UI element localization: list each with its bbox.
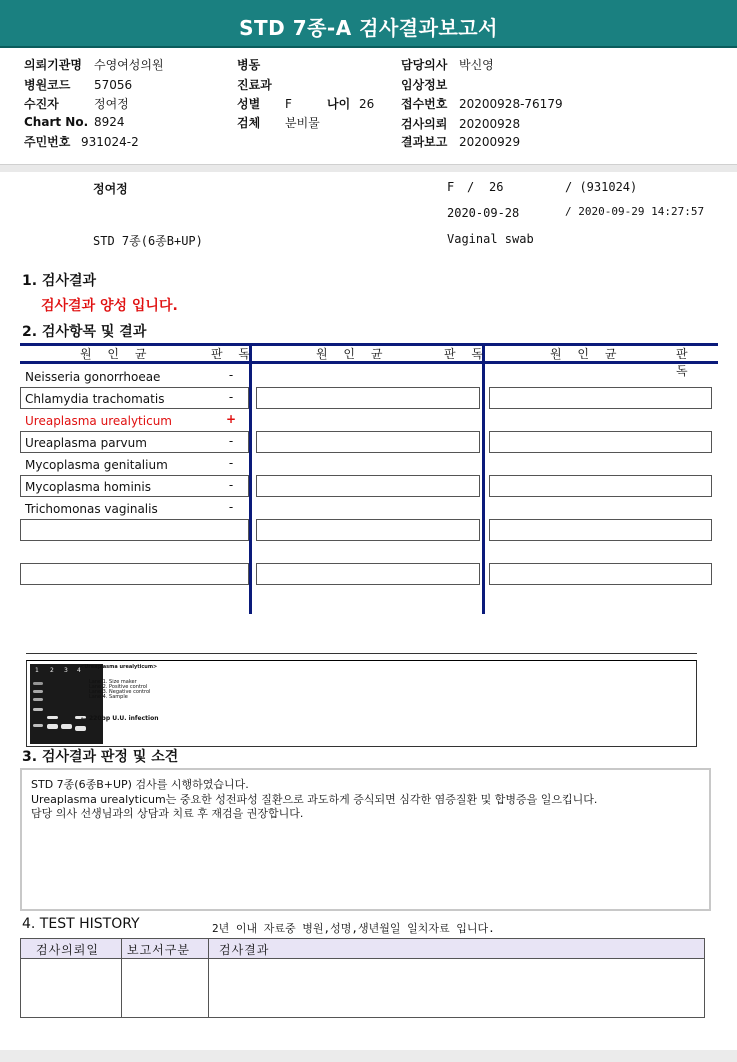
gel-lane-number: 2 <box>50 667 54 674</box>
header-hospital-code <box>24 76 132 93</box>
gel-band <box>33 724 43 727</box>
th-judge-3: 판 독 <box>676 347 694 378</box>
section1-heading: 1. 검사결과 <box>22 273 97 289</box>
gel-lane-number: 1 <box>35 667 39 674</box>
gel-lane-number: 4 <box>77 667 81 674</box>
gel-band-label: 220bp U.U. infection <box>89 715 159 722</box>
gel-top-rule <box>26 653 697 654</box>
gel-arrow-icon: ← <box>81 715 87 722</box>
pathogen-name: Chlamydia trachomatis <box>25 392 165 406</box>
header-client <box>24 56 164 73</box>
gel-band <box>75 726 86 731</box>
header-label: 검체 <box>237 116 261 130</box>
pathogen-judge: - <box>228 368 234 382</box>
header-value: 8924 <box>94 115 125 129</box>
history-th-result: 검사결과 <box>219 943 270 957</box>
th-pathogen-1: 원 인 균 <box>80 347 153 361</box>
header-label: 병동 <box>237 58 261 72</box>
th-pathogen-3: 원 인 균 <box>550 347 623 361</box>
patient-birth: / (931024) <box>565 180 638 194</box>
header-label: 주민번호 <box>24 135 71 149</box>
th-judge-2: 판 독 <box>444 347 489 361</box>
result-row-box <box>256 563 480 585</box>
result-positive-message: 검사결과 양성 입니다. <box>41 298 178 314</box>
pathogen-judge: - <box>228 500 234 514</box>
gel-legend-line: Lane 4. Sample <box>89 694 128 700</box>
gel-legend-line: Lane 2. Positive control <box>89 684 148 690</box>
patient-age: 26 <box>489 180 504 194</box>
th-judge-1: 판 독 <box>211 347 256 361</box>
gel-band <box>33 690 43 693</box>
history-table <box>20 938 705 1018</box>
result-row-box <box>489 431 712 453</box>
header-label: 임상정보 <box>401 78 448 92</box>
section2-heading: 2. 검사항목 및 결과 <box>22 324 147 340</box>
pathogen-name: Trichomonas vaginalis <box>25 502 158 516</box>
gel-band <box>33 698 43 701</box>
patient-slash: / <box>467 180 475 194</box>
pathogen-name-positive: Ureaplasma urealyticum <box>25 414 172 428</box>
header-label: 수진자 <box>24 97 59 111</box>
pathogen-name: Ureaplasma parvum <box>25 436 147 450</box>
header-label: 의뢰기관명 <box>24 58 82 72</box>
pathogen-judge: - <box>228 456 234 470</box>
results-table <box>20 343 718 614</box>
gel-band <box>33 708 43 711</box>
header-label: 담당의사 <box>401 58 448 72</box>
patient-name: 정여정 <box>93 182 128 196</box>
patient-request-date: 2020-09-28 <box>447 206 520 220</box>
pathogen-judge-positive: + <box>225 412 237 426</box>
page-bottom-bar <box>0 1050 737 1062</box>
history-table-header <box>21 939 704 959</box>
gel-band <box>47 716 58 719</box>
patient-sample: Vaginal swab <box>447 232 534 246</box>
history-th-report-type: 보고서구분 <box>127 943 190 957</box>
gel-title: <Ureaplasma urealyticum> <box>80 664 158 670</box>
header-value: 20200928 <box>459 117 521 131</box>
history-note: 2년 이내 자료중 병원,성명,생년월일 일치자료 입니다. <box>212 922 495 935</box>
header-value: 분비물 <box>285 116 320 130</box>
result-row-box <box>20 519 249 541</box>
pathogen-judge: - <box>228 478 234 492</box>
header-label: 진료과 <box>237 78 272 92</box>
header-value: 57056 <box>94 78 133 92</box>
pathogen-judge: - <box>228 390 234 404</box>
history-col-divider <box>121 939 122 1017</box>
section4-heading: 4. TEST HISTORY <box>22 916 140 932</box>
pathogen-judge: - <box>228 434 234 448</box>
header-label: 검사의뢰 <box>401 117 448 131</box>
pathogen-name: Mycoplasma hominis <box>25 480 151 494</box>
result-row-box <box>256 431 480 453</box>
header-value: 정여정 <box>94 97 129 111</box>
header-ward <box>237 56 260 73</box>
gel-band <box>61 724 72 729</box>
header-separator <box>0 164 737 172</box>
gel-photo <box>30 664 103 744</box>
opinion-line: 담당 의사 선생님과의 상담과 치료 후 재검을 권장합니다. <box>31 807 304 820</box>
result-row-box <box>489 519 712 541</box>
result-row-box <box>256 387 480 409</box>
header-label: Chart No. <box>24 115 89 129</box>
header-chart-no <box>24 115 125 129</box>
header-clinical-info <box>401 76 459 93</box>
header-value: F <box>285 97 292 111</box>
header-label: 성별 <box>237 97 261 111</box>
patient-sex: F <box>447 180 455 194</box>
gel-legend-line: Lane 1. Size maker <box>89 679 137 685</box>
header-department <box>237 76 272 93</box>
table-divider-2 <box>482 343 485 614</box>
header-doctor <box>401 56 494 73</box>
gel-legend-line: Lane 3. Negative control <box>89 689 151 695</box>
header-resident-no <box>24 133 139 150</box>
header-report-date <box>401 133 520 150</box>
report-title-bar <box>0 0 737 48</box>
history-col-divider <box>208 939 209 1017</box>
header-label: 접수번호 <box>401 97 448 111</box>
header-label: 나이 <box>327 97 351 111</box>
opinion-line: STD 7종(6종B+UP) 검사를 시행하였습니다. <box>31 778 249 791</box>
pathogen-name: Mycoplasma genitalium <box>25 458 168 472</box>
header-value: 수영여성의원 <box>94 58 164 72</box>
result-row-box <box>489 475 712 497</box>
header-sex-age <box>237 95 374 112</box>
gel-image-panel <box>26 660 697 747</box>
opinion-line: Ureaplasma urealyticum는 중요한 성전파성 질환으로 과도하게 증식되면 심각한 염증질환 및 합병증을 일으킵니다. <box>31 793 598 806</box>
patient-test-name: STD 7종(6종B+UP) <box>93 234 203 248</box>
section3-heading: 3. 검사결과 판정 및 소견 <box>22 749 179 765</box>
gel-lane-number: 3 <box>64 667 68 674</box>
history-th-request-date: 검사의뢰일 <box>36 943 99 957</box>
gel-band <box>47 724 58 729</box>
header-value: 박신영 <box>459 58 494 72</box>
gel-band <box>33 682 43 685</box>
result-row-box <box>489 563 712 585</box>
pathogen-name: Neisseria gonorrhoeae <box>25 370 161 384</box>
header-value: 20200929 <box>459 135 521 149</box>
result-row-box <box>256 519 480 541</box>
header-patient <box>24 95 129 112</box>
opinion-box <box>20 768 711 911</box>
header-specimen <box>237 114 320 131</box>
th-pathogen-2: 원 인 균 <box>316 347 389 361</box>
patient-report-datetime: / 2020-09-29 14:27:57 <box>565 205 705 218</box>
header-value: 20200928-76179 <box>459 97 563 111</box>
header-label: 결과보고 <box>401 135 448 149</box>
report-title: STD 7종-A 검사결과보고서 <box>239 16 498 40</box>
result-row-box <box>489 387 712 409</box>
header-receipt-no <box>401 95 563 112</box>
header-value: 931024-2 <box>81 135 139 149</box>
header-value: 26 <box>359 97 375 111</box>
header-label: 병원코드 <box>24 78 71 92</box>
result-row-box <box>256 475 480 497</box>
result-row-box <box>20 563 249 585</box>
header-request-date <box>401 115 520 132</box>
table-divider-1 <box>249 343 252 614</box>
